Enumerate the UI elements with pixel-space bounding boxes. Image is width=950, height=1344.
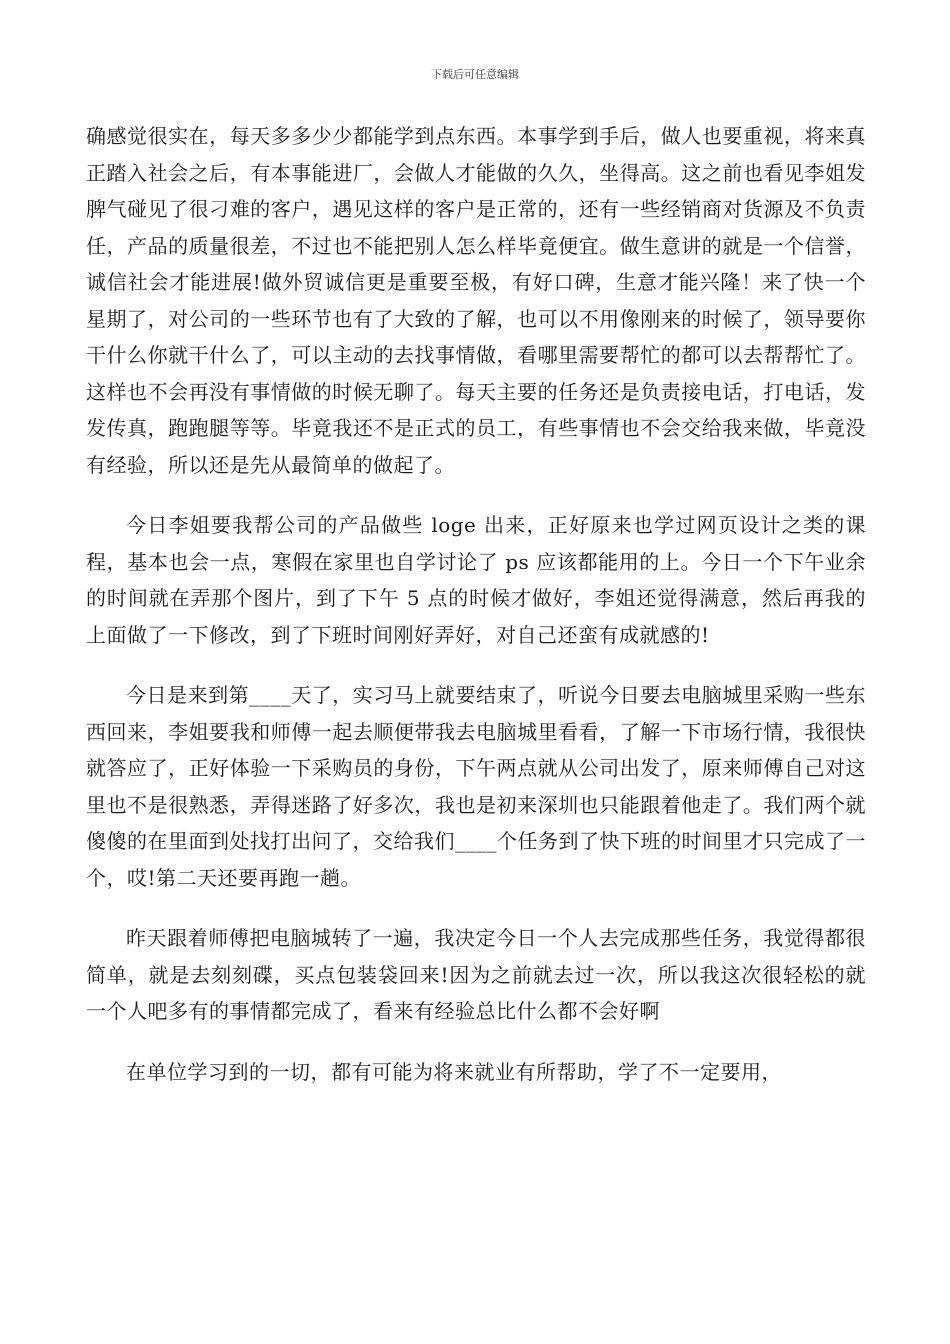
document-body <box>86 118 866 1114</box>
paragraph-2: 今日李姐要我帮公司的产品做些 loge 出来，正好原来也学过网页设计之类的课程，基本也会一点，寒假在家里也自学讨论了 ps 应该都能用的上。今日一个下午业余的时间就在弄那个图片，到了下午 5 点的时候才做好，李姐还觉得满意，然后再我的上面做了一下修改，到了下班时间刚好弄好，对自己还蛮有成就感的! <box>86 513 866 647</box>
paragraph-4: 昨天跟着师傅把电脑城转了一遍，我决定今日一个人去完成那些任务，我觉得都很简单，就是去刻刻碟，买点包装袋回来!因为之前就去过一次，所以我这次很轻松的就一个人吧多有的事情都完成了，看来有经验总比什么都不会好啊 <box>86 926 866 1023</box>
paragraph-1: 确感觉很实在，每天多多少少都能学到点东西。本事学到手后，做人也要重视，将来真正踏入社会之后，有本事能进厂，会做人才能做的久久，坐得高。这之前也看见李姐发脾气碰见了很刁难的客户，遇见这样的客户是正常的，还有一些经销商对货源及不负责任，产品的质量很差，不过也不能把别人怎么样毕竟便宜。做生意讲的就是一个信誉，诚信社会才能进展!做外贸诚信更是重要至极，有好口碑，生意才能兴隆！来了快一个星期了，对公司的一些环节也有了大致的了解，也可以不用像刚来的时候了，领导要你干什么你就干什么了，可以主动的去找事情做，看哪里需要帮忙的都可以去帮帮忙了。这样也不会再没有事情做的时候无聊了。每天主要的任务还是负责接电话，打电话，发发传真，跑跑腿等等。毕竟我还不是正式的员工，有些事情也不会交给我来做，毕竟没有经验，所以还是先从最简单的做起了。 <box>86 124 866 477</box>
page-header-note: 下载后可任意编辑 <box>431 68 519 81</box>
paragraph-5: 在单位学习到的一切，都有可能为将来就业有所帮助，学了不一定要用， <box>126 1059 782 1084</box>
paragraph-3: 今日是来到第____天了，实习马上就要结束了，听说今日要去电脑城里采购一些东西回来，李姐要我和师傅一起去顺便带我去电脑城里看看，了解一下市场行情，我很快就答应了，正好体验一下采购员的身份，下午两点就从公司出发了，原来师傅自己对这里也不是很熟悉，弄得迷路了好多次，我也是初来深圳也只能跟着他走了。我们两个就傻傻的在里面到处找打出问了，交给我们____个任务到了快下班的时间里才只完成了一个，哎!第二天还要再跑一趟。 <box>86 683 866 890</box>
